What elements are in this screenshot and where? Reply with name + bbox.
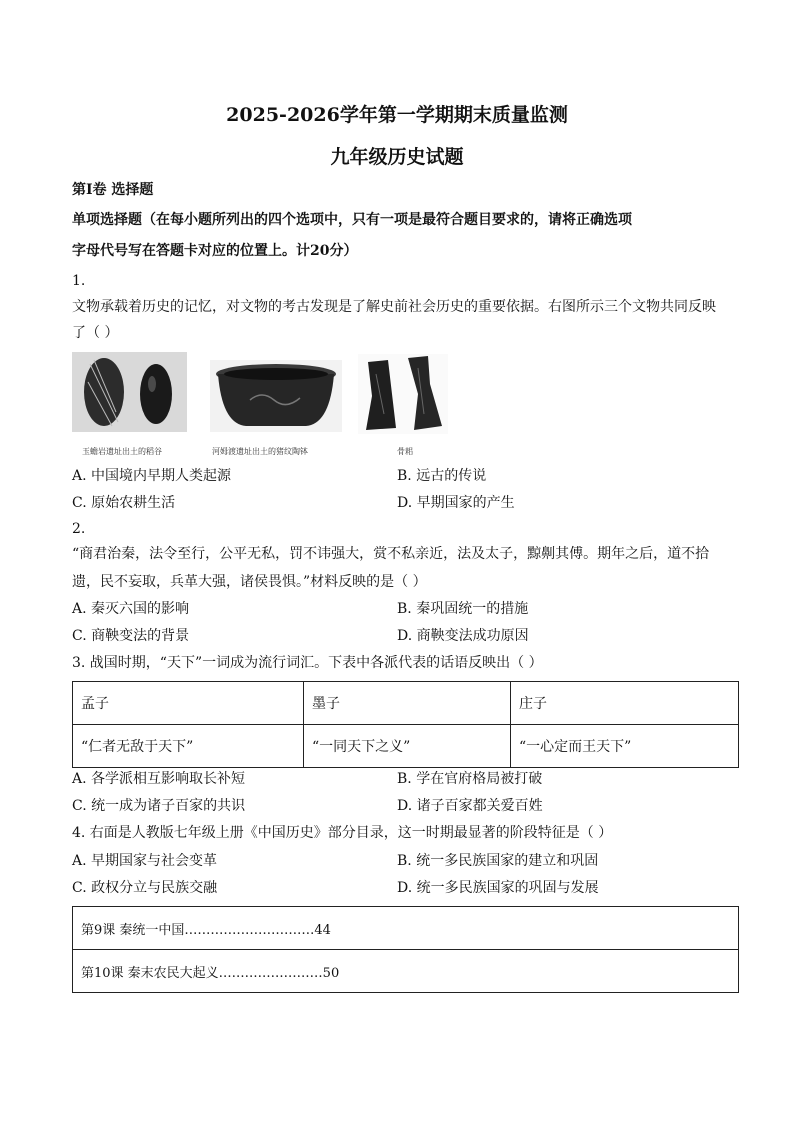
table-header-zhuangzi: 庄子: [511, 682, 739, 725]
q2-number: 2.: [72, 521, 86, 537]
table-header-mozi: 墨子: [304, 682, 511, 725]
table-cell-mencius-quote: “仁者无敌于天下”: [73, 725, 304, 768]
section-heading: 第Ⅰ卷 选择题: [72, 182, 154, 198]
q4-table-of-contents: [72, 906, 739, 993]
instructions-line-1: 单项选择题（在每小题所列出的四个选项中，只有一项是最符合题目要求的，请将正确选项: [72, 212, 632, 228]
table-row: [73, 950, 739, 993]
q1-stem-line-2: 了（ ）: [72, 325, 119, 341]
table-row: [73, 682, 739, 725]
toc-entry-lesson-9: 第9课 秦统一中国…………………………44: [73, 907, 739, 950]
exam-subtitle: 九年级历史试题: [330, 146, 464, 168]
q2-option-c: C. 商鞅变法的背景: [72, 628, 190, 644]
q3-option-a: A. 各学派相互影响取长补短: [72, 771, 246, 787]
q3-option-c: C. 统一成为诸子百家的共识: [72, 798, 246, 814]
pottery-bowl-image: [210, 360, 342, 436]
table-cell-zhuangzi-quote: “一心定而王天下”: [511, 725, 739, 768]
table-row: [73, 907, 739, 950]
table-header-mencius: 孟子: [73, 682, 304, 725]
q1-option-d: D. 早期国家的产生: [397, 495, 515, 511]
q1-option-c: C. 原始农耕生活: [72, 495, 176, 511]
caption-rice: 玉蟾岩遗址出土的稻谷: [82, 447, 162, 456]
q2-option-a: A. 秦灭六国的影响: [72, 601, 190, 617]
rice-grains-image: [72, 352, 187, 436]
table-row: [73, 725, 739, 768]
q4-option-a: A. 早期国家与社会变革: [72, 853, 218, 869]
q3-option-d: D. 诸子百家都关爱百姓: [397, 798, 543, 814]
q4-option-c: C. 政权分立与民族交融: [72, 880, 218, 896]
q1-option-b: B. 远古的传说: [397, 468, 487, 484]
q4-option-b: B. 统一多民族国家的建立和巩固: [397, 853, 599, 869]
caption-bone-spade: 骨耜: [397, 447, 413, 456]
instructions-line-2: 字母代号写在答题卡对应的位置上。计20分）: [72, 243, 358, 259]
q2-stem-line-1: “商君治秦，法令至行，公平无私，罚不讳强大，赏不私亲近，法及太子，黥劓其傅。期年之后，道不拾: [72, 546, 710, 562]
exam-title: 2025-2026学年第一学期期末质量监测: [226, 104, 568, 126]
q3-stem: 3. 战国时期，“天下”一词成为流行词汇。下表中各派代表的话语反映出（ ）: [72, 655, 543, 671]
q2-option-d: D. 商鞅变法成功原因: [397, 628, 529, 644]
caption-pottery: 河姆渡遗址出土的猪纹陶钵: [212, 447, 308, 456]
q1-option-a: A. 中国境内早期人类起源: [72, 468, 232, 484]
q2-stem-line-2: 遗，民不妄取，兵革大强，诸侯畏惧。”材料反映的是（ ）: [72, 574, 427, 590]
bone-spade-image: [358, 354, 448, 438]
q1-number: 1.: [72, 273, 86, 289]
q3-table: [72, 681, 739, 768]
q2-option-b: B. 秦巩固统一的措施: [397, 601, 529, 617]
q4-stem: 4. 右面是人教版七年级上册《中国历史》部分目录，这一时期最显著的阶段特征是（ ）: [72, 825, 613, 841]
q4-option-d: D. 统一多民族国家的巩固与发展: [397, 880, 599, 896]
table-cell-mozi-quote: “一同天下之义”: [304, 725, 511, 768]
toc-entry-lesson-10: 第10课 秦末农民大起义……………………50: [73, 950, 739, 993]
q3-option-b: B. 学在官府格局被打破: [397, 771, 543, 787]
q1-stem-line-1: 文物承载着历史的记忆，对文物的考古发现是了解史前社会历史的重要依据。右图所示三个文物共同反映: [72, 299, 716, 315]
